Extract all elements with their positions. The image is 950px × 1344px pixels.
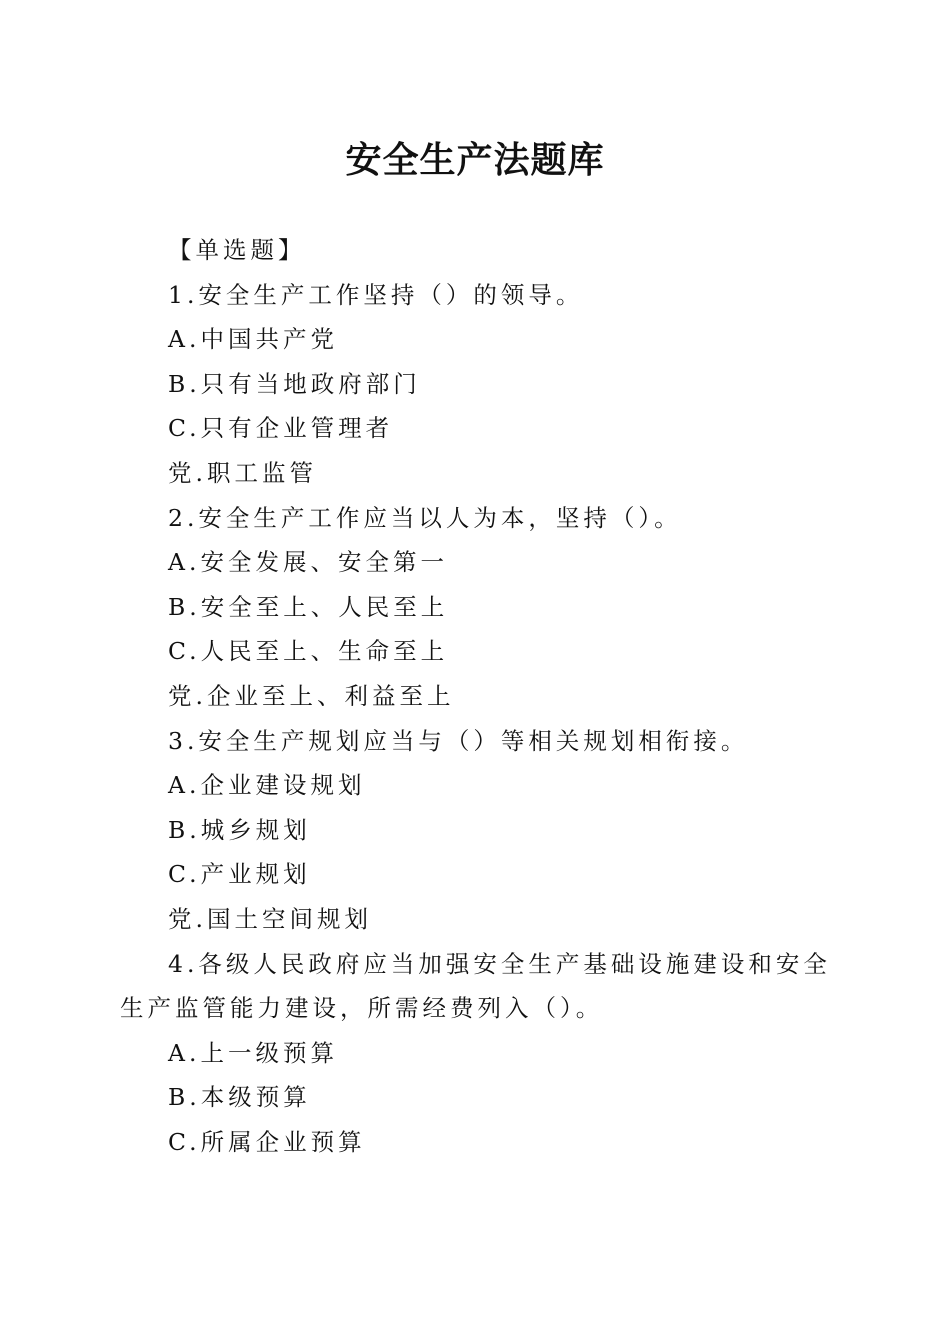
page-title: 安全生产法题库: [345, 139, 605, 181]
question-4-option-c: C.所属企业预算: [168, 1127, 366, 1156]
question-2-option-c: C.人民至上、生命至上: [168, 637, 449, 666]
question-4-option-b: B.本级预算: [168, 1083, 311, 1112]
question-2-stem: 2.安全生产工作应当以人为本，坚持（）。: [168, 503, 682, 532]
question-1-option-a: A.中国共产党: [168, 325, 338, 354]
question-3-option-d: 党.国土空间规划: [168, 904, 372, 933]
question-2-option-a: A.安全发展、安全第一: [168, 548, 448, 577]
document-body: [120, 228, 840, 1164]
question-2-option-b: B.安全至上、人民至上: [168, 592, 449, 621]
question-1-option-c: C.只有企业管理者: [168, 414, 394, 443]
question-2-option-d: 党.企业至上、利益至上: [168, 681, 455, 710]
question-1-option-d: 党.职工监管: [168, 458, 317, 487]
question-3-option-b: B.城乡规划: [168, 815, 311, 844]
question-4-stem: 4.各级人民政府应当加强安全生产基础设施建设和安全生产监管能力建设，所需经费列入（）。: [120, 949, 831, 1023]
question-3-option-c: C.产业规划: [168, 860, 311, 889]
section-heading: 【单选题】: [168, 236, 306, 264]
question-3-option-a: A.企业建设规划: [168, 771, 366, 800]
question-3-stem: 3.安全生产规划应当与（）等相关规划相衔接。: [168, 726, 749, 755]
question-1-stem: 1.安全生产工作坚持（）的领导。: [168, 280, 584, 309]
question-4-option-a: A.上一级预算: [168, 1038, 338, 1067]
question-1-option-b: B.只有当地政府部门: [168, 369, 421, 398]
